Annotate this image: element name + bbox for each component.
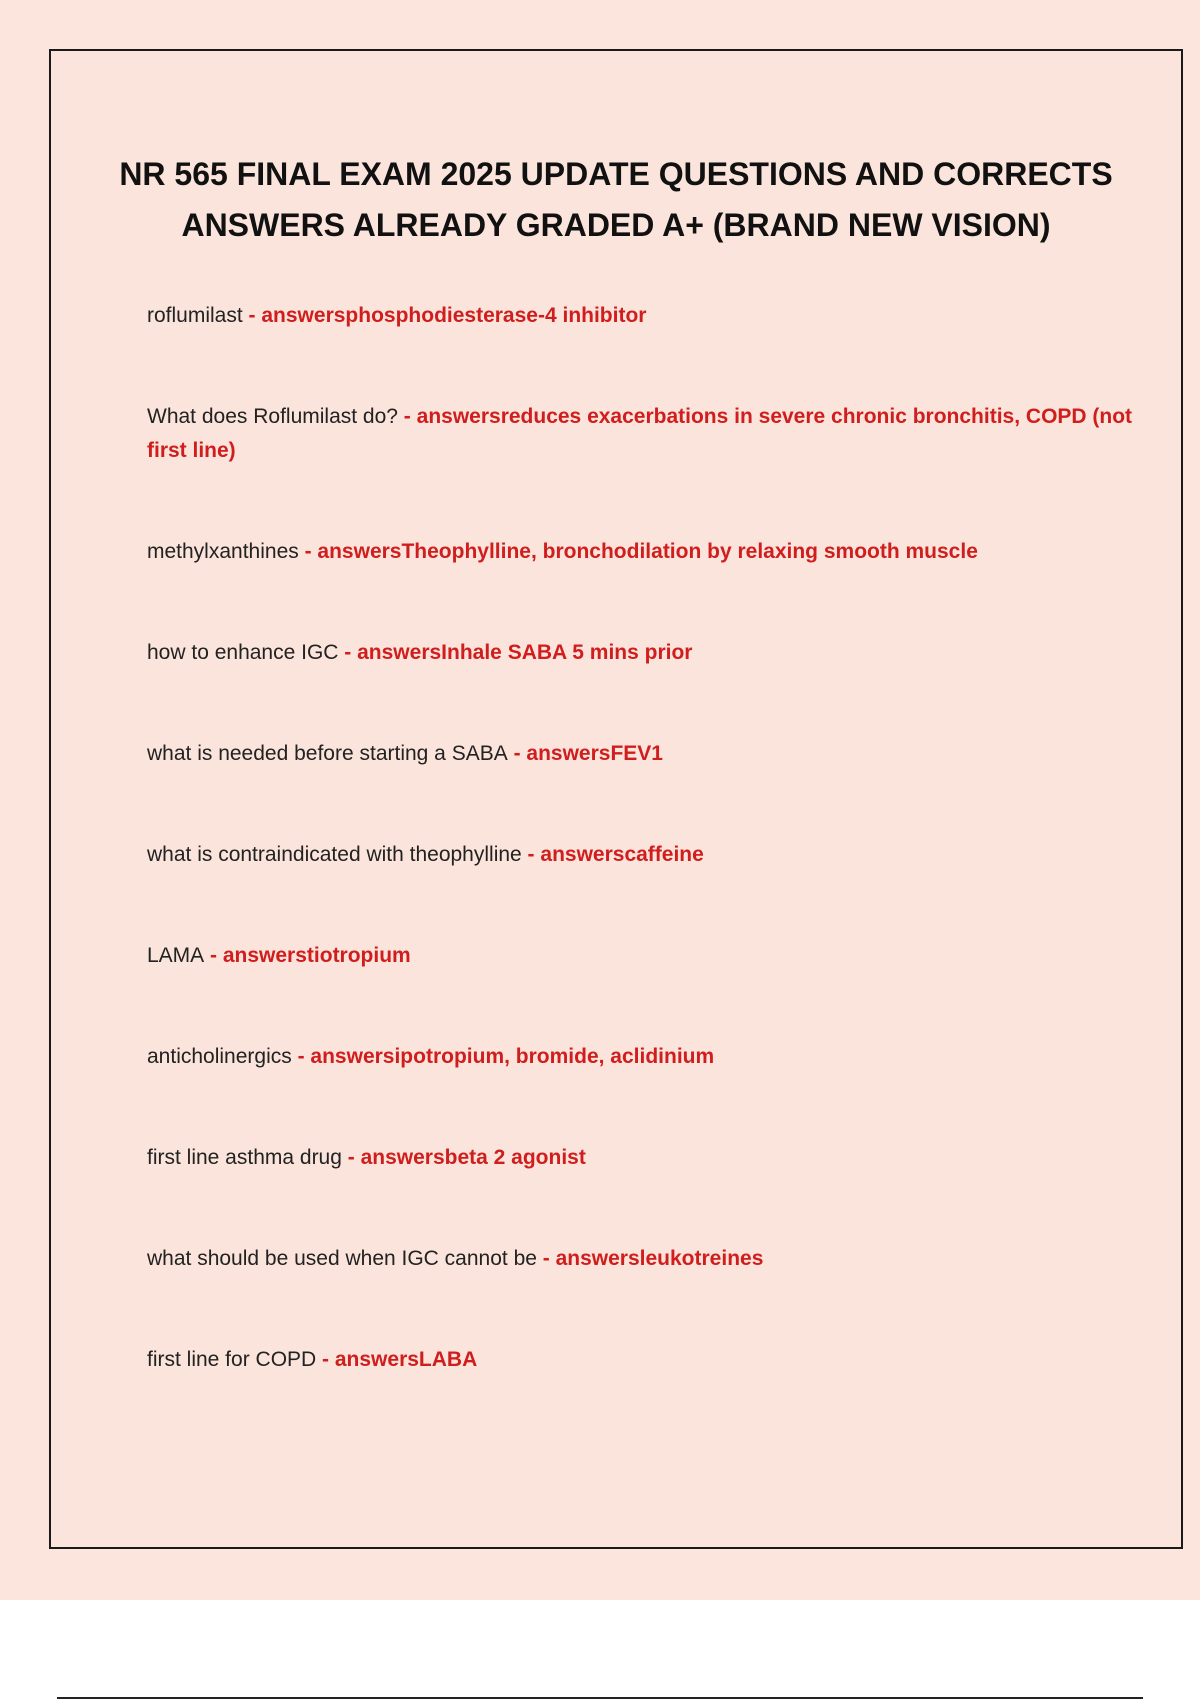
qa-answer: answersipotropium, bromide, aclidinium: [310, 1045, 715, 1068]
qa-question: what is needed before starting a SABA: [147, 742, 508, 765]
qa-question: roflumilast: [147, 304, 243, 327]
qa-item: [147, 535, 1137, 569]
qa-separator: -: [521, 843, 541, 866]
qa-answer: answersTheophylline, bronchodilation by relaxing smooth muscle: [317, 540, 978, 563]
qa-separator: -: [397, 405, 417, 428]
footer-divider: [57, 1697, 1143, 1699]
qa-question: first line asthma drug: [147, 1146, 342, 1169]
qa-item: [147, 939, 1137, 973]
document-title: [51, 149, 1181, 251]
qa-answer: answersLABA: [334, 1348, 478, 1371]
qa-question: What does Roflumilast do?: [147, 405, 398, 428]
qa-separator: -: [341, 1146, 361, 1169]
qa-item: [147, 636, 1137, 670]
qa-answer: answersbeta 2 agonist: [360, 1146, 586, 1169]
qa-item: [147, 737, 1137, 771]
qa-separator: -: [291, 1045, 311, 1068]
qa-separator: -: [338, 641, 358, 664]
qa-item: [147, 838, 1137, 872]
qa-separator: -: [316, 1348, 335, 1371]
qa-answer: answersInhale SABA 5 mins prior: [357, 641, 693, 664]
qa-separator: -: [507, 742, 527, 765]
qa-question: first line for COPD: [147, 1348, 317, 1371]
qa-item: [147, 1040, 1137, 1074]
qa-question: how to enhance IGC: [147, 641, 339, 664]
title-line-1: NR 565 FINAL EXAM 2025 UPDATE QUESTIONS AND CORRECTS: [119, 156, 1113, 192]
qa-answer: answerscaffeine: [540, 843, 704, 866]
qa-item: [147, 1242, 1137, 1276]
qa-item: [147, 1141, 1137, 1175]
qa-separator: -: [242, 304, 262, 327]
qa-answer: answersreduces exacerbations in severe chronic bronchitis, COPD (not first line): [147, 405, 1133, 462]
qa-separator: -: [298, 540, 318, 563]
qa-list: [147, 299, 1137, 1444]
qa-question: LAMA: [147, 944, 205, 967]
qa-separator: -: [536, 1247, 556, 1270]
qa-answer: answersFEV1: [526, 742, 663, 765]
qa-separator: -: [204, 944, 223, 967]
qa-answer: answersleukotreines: [555, 1247, 764, 1270]
qa-item: [147, 1343, 1137, 1377]
qa-answer: answersphosphodiesterase-4 inhibitor: [261, 304, 647, 327]
qa-item: [147, 299, 1137, 333]
qa-item: [147, 400, 1137, 468]
qa-question: what is contraindicated with theophylline: [147, 843, 522, 866]
title-line-2: ANSWERS ALREADY GRADED A+ (BRAND NEW VISION): [181, 207, 1051, 243]
qa-answer: answerstiotropium: [222, 944, 411, 967]
qa-question: what should be used when IGC cannot be: [147, 1247, 537, 1270]
qa-question: methylxanthines: [147, 540, 299, 563]
qa-question: anticholinergics: [147, 1045, 292, 1068]
document-frame: [49, 49, 1183, 1549]
